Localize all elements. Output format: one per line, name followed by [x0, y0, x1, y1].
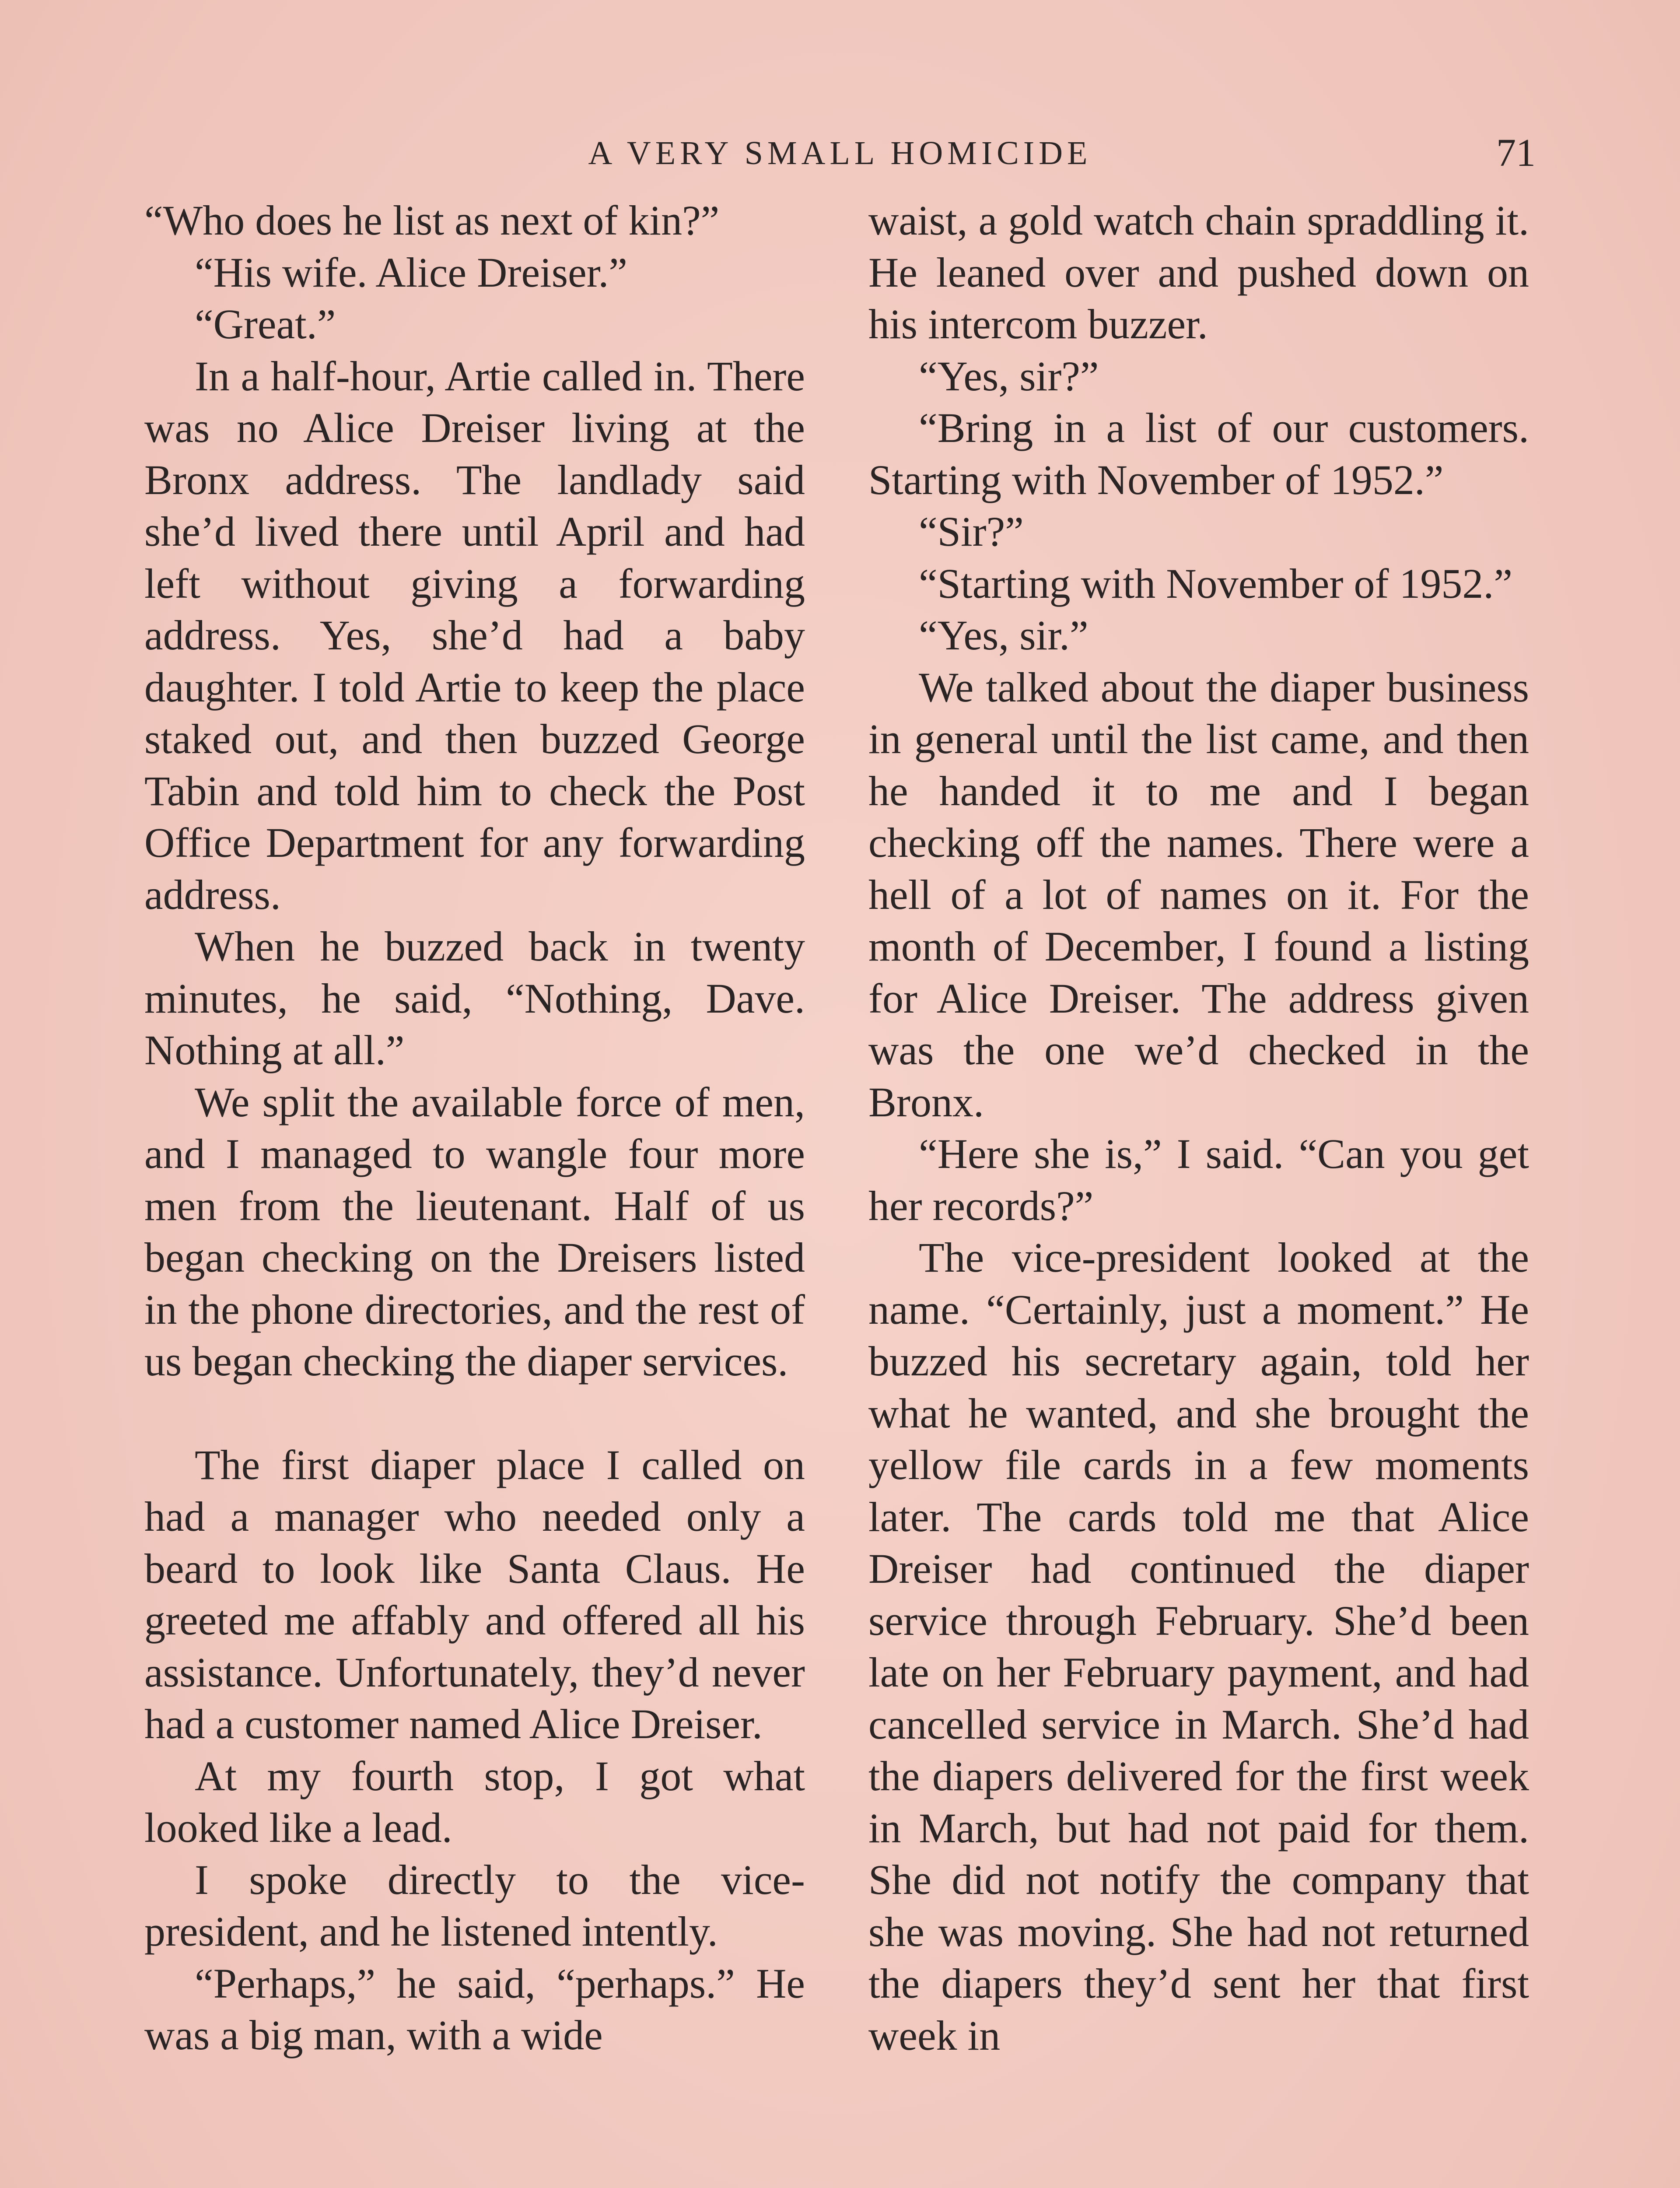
paragraph: We talked about the diaper business in general until the list came, and then he handed it to me and I began checking off the names. There were a hell of a lot of names on it. For the month of December, I found a listing for Alice Dreiser. The address given was the one we’d checked in the Bronx. — [868, 663, 1529, 1126]
right-text-column — [868, 195, 1529, 2062]
paragraph: “Bring in a list of our customers. Starting with November of 1952.” — [868, 404, 1529, 503]
paragraph: When he buzzed back in twenty minutes, he said, “Nothing, Dave. Nothing at all.” — [144, 923, 805, 1073]
running-head — [144, 131, 1536, 184]
left-text-column — [144, 195, 805, 2062]
paragraph: “Who does he list as next of kin?” — [144, 197, 720, 244]
paragraph: “His wife. Alice Dreiser.” — [195, 249, 627, 296]
paragraph: The first diaper place I called on had a manager who needed only a beard to look like Santa Claus. He greeted me affably and offered all his assistance. Unfortunately, they’d never had a customer named Alice Dreiser. — [144, 1441, 805, 1747]
paragraph: I spoke directly to the vice-president, and he listened intently. — [144, 1856, 805, 1955]
paragraph: waist, a gold watch chain spraddling it. He leaned over and pushed down on his intercom buzzer. — [868, 197, 1529, 347]
paragraph: “Yes, sir?” — [919, 352, 1099, 400]
paragraph: We split the available force of men, and I managed to wangle four more men from the lieutenant. Half of us began checking on the Dreisers listed in the phone directories, and the rest of us began checking the diaper services. — [144, 1078, 805, 1385]
paragraph: At my fourth stop, I got what looked like a lead. — [144, 1752, 805, 1851]
paragraph: “Sir?” — [919, 508, 1024, 555]
page-number: 71 — [1496, 131, 1536, 175]
paragraph: “Starting with November of 1952.” — [919, 560, 1513, 607]
paragraph: The vice-president looked at the name. “Certainly, just a moment.” He buzzed his secretary again, told her what he wanted, and she brought the yellow file cards in a few moments later. The cards told me that Alice Dreiser had continued the diaper service through February. She’d been late on her February payment, and had cancelled service in March. She’d had the diapers delivered for the first week in March, but had not paid for them. She did not notify the company that she was moving. She had not returned the diapers they’d sent her that first week in — [868, 1234, 1529, 2059]
paragraph: “Here she is,” I said. “Can you get her records?” — [868, 1130, 1529, 1229]
paragraph: “Great.” — [195, 301, 336, 347]
paragraph: “Yes, sir.” — [919, 612, 1088, 659]
paragraph: “Perhaps,” he said, “perhaps.” He was a big man, with a wide — [144, 1960, 805, 2058]
paragraph: In a half-hour, Artie called in. There was no Alice Dreiser living at the Bronx address. The landlady said she’d lived there until April and had left without giving a forwarding address. Yes, she’d had a baby daughter. I told Artie to keep the place staked out, and then buzzed George Tabin and told him to check the Post Office Department for any forwarding address. — [144, 352, 805, 918]
running-head-title: A VERY SMALL HOMICIDE — [588, 135, 1092, 172]
